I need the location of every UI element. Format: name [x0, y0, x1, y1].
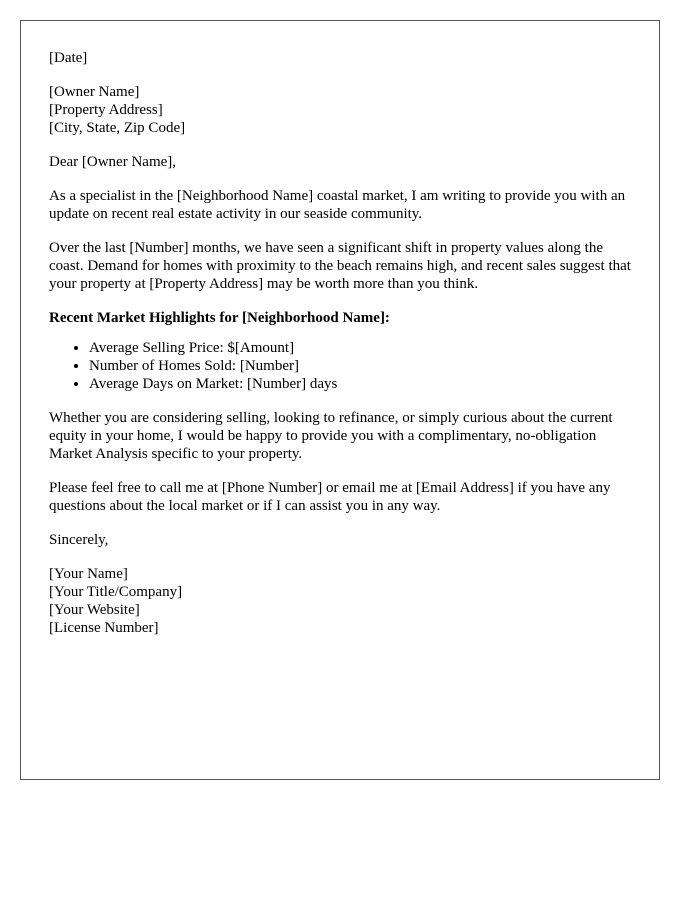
signature-license: [License Number] — [49, 620, 159, 636]
recipient-address-block — [49, 83, 631, 137]
letter-date: [Date] — [49, 50, 88, 66]
letter-page — [20, 20, 660, 780]
salutation: Dear [Owner Name], — [49, 154, 177, 170]
intro-paragraph: As a specialist in the [Neighborhood Name] coastal market, I am writing to provide you with an update on recent real estate activity in our seaside community. — [49, 188, 626, 222]
list-item: • Average Selling Price: $[Amount] — [89, 339, 631, 357]
highlights-heading: Recent Market Highlights for [Neighborhood Name]: — [49, 310, 390, 326]
highlights-list — [49, 339, 631, 393]
signature-block — [49, 565, 631, 637]
list-item: • Average Days on Market: [Number] days — [89, 375, 631, 393]
signature-website: [Your Website] — [49, 602, 140, 618]
recipient-city-state-zip: [City, State, Zip Code] — [49, 120, 186, 136]
recipient-name: [Owner Name] — [49, 84, 140, 100]
sign-off: Sincerely, — [49, 532, 109, 548]
list-item: • Number of Homes Sold: [Number] — [89, 357, 631, 375]
signature-name: [Your Name] — [49, 566, 128, 582]
recipient-address: [Property Address] — [49, 102, 163, 118]
contact-paragraph: Please feel free to call me at [Phone Number] or email me at [Email Address] if you have any questions about the local market or if I can assist you in any way. — [49, 480, 611, 514]
signature-title-company: [Your Title/Company] — [49, 584, 183, 600]
offer-paragraph: Whether you are considering selling, looking to refinance, or simply curious about the current equity in your home, I would be happy to provide you with a complimentary, no-obligation Market Analysis specific to your property. — [49, 410, 613, 462]
market-shift-paragraph: Over the last [Number] months, we have seen a significant shift in property values along the coast. Demand for homes with proximity to the beach remains high, and recent sales suggest that your property at [Property Address] may be worth more than you think. — [49, 240, 631, 292]
